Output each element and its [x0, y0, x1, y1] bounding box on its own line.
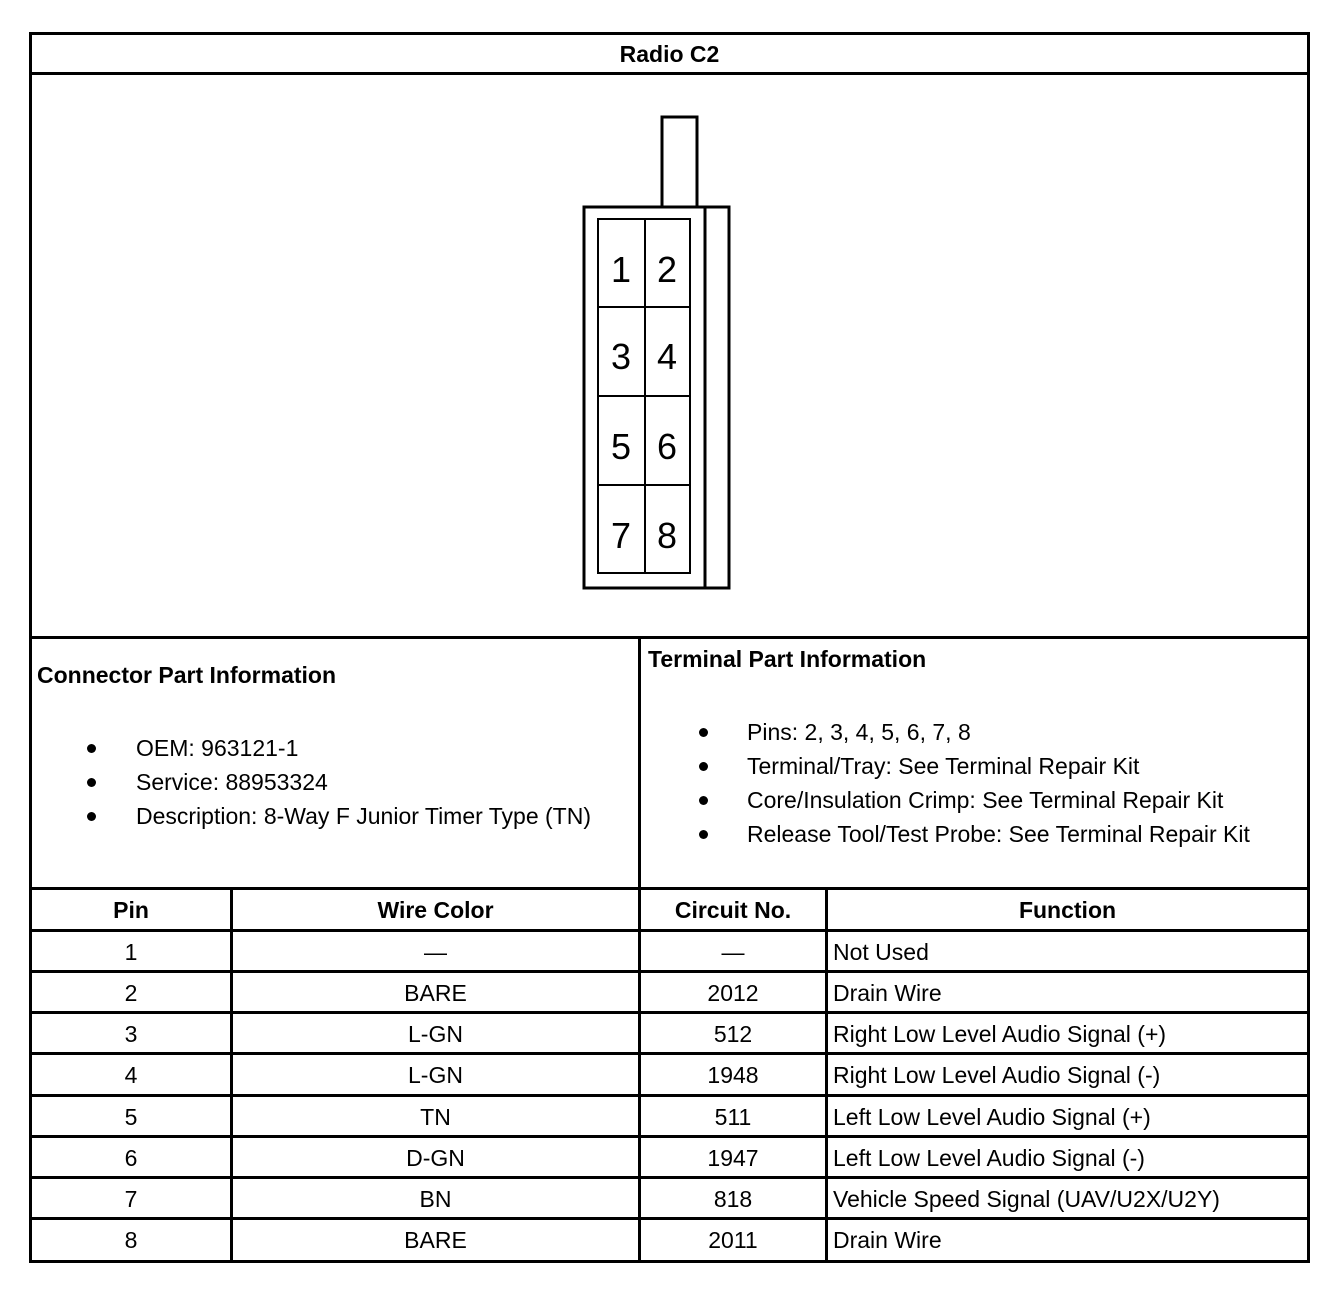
terminal-info-item: Terminal/Tray: See Terminal Repair Kit: [747, 753, 1140, 779]
list-item: [699, 817, 1250, 851]
connector-info-heading: Connector Part Information: [37, 662, 337, 688]
table-cell-circuit-no: 1947: [707, 1145, 759, 1171]
connector-info-item: OEM: 963121-1: [136, 735, 299, 761]
table-cell-circuit-no: 818: [713, 1186, 753, 1212]
bullet-icon: [699, 728, 708, 737]
terminal-info-heading: Terminal Part Information: [648, 646, 927, 672]
table-cell-wire-color: D-GN: [406, 1145, 465, 1171]
table-cell-wire-color: BARE: [404, 980, 467, 1006]
list-item: [699, 783, 1250, 817]
list-item: [87, 799, 591, 833]
list-item: [699, 749, 1250, 783]
list-item: [87, 765, 591, 799]
pin-label-5: 5: [610, 426, 632, 467]
table-cell-function: Left Low Level Audio Signal (-): [833, 1145, 1145, 1171]
table-cell-circuit-no: 512: [713, 1021, 753, 1047]
connector-latch: [662, 117, 697, 207]
pin-label-6: 6: [656, 426, 678, 467]
table-cell-pin: 6: [124, 1145, 138, 1171]
connector-info-item: Service: 88953324: [136, 769, 328, 795]
terminal-info-item: Core/Insulation Crimp: See Terminal Repair Kit: [747, 787, 1224, 813]
list-item: [87, 731, 591, 765]
table-col-divider-3: [825, 887, 828, 1263]
table-header-function: Function: [1018, 897, 1117, 923]
pin-label-7: 7: [610, 515, 632, 556]
list-item: [699, 715, 1250, 749]
table-cell-function: Left Low Level Audio Signal (+): [833, 1104, 1151, 1130]
bullet-icon: [699, 830, 708, 839]
bullet-icon: [87, 778, 96, 787]
table-cell-pin: 1: [124, 939, 138, 965]
table-cell-circuit-no: —: [721, 939, 745, 965]
connector-info-list: [87, 731, 591, 833]
table-cell-function: Right Low Level Audio Signal (+): [833, 1021, 1167, 1047]
table-cell-wire-color: —: [424, 939, 447, 965]
connector-info-item: Description: 8-Way F Junior Timer Type (TN): [136, 803, 591, 829]
table-cell-function: Drain Wire: [833, 1227, 942, 1253]
pin-label-3: 3: [610, 336, 632, 377]
bullet-icon: [699, 796, 708, 805]
table-cell-wire-color: BN: [419, 1186, 452, 1212]
table-cell-circuit-no: 2012: [707, 980, 759, 1006]
table-cell-function: Drain Wire: [833, 980, 942, 1006]
table-cell-function: Not Used: [833, 939, 929, 965]
table-cell-pin: 7: [124, 1186, 138, 1212]
pin-label-2: 2: [656, 249, 678, 290]
table-cell-wire-color: L-GN: [408, 1062, 463, 1088]
table-cell-pin: 5: [124, 1104, 138, 1130]
pin-label-4: 4: [656, 336, 678, 377]
table-header-circuit-no: Circuit No.: [674, 897, 792, 923]
table-cell-pin: 3: [124, 1021, 138, 1047]
table-header-pin: Pin: [113, 897, 149, 923]
table-cell-pin: 4: [124, 1062, 138, 1088]
table-cell-circuit-no: 2011: [708, 1227, 758, 1253]
bullet-icon: [87, 744, 96, 753]
terminal-info-item: Release Tool/Test Probe: See Terminal Repair Kit: [747, 821, 1250, 847]
terminal-info-item: Pins: 2, 3, 4, 5, 6, 7, 8: [747, 719, 971, 745]
table-cell-function: Right Low Level Audio Signal (-): [833, 1062, 1161, 1088]
table-cell-pin: 8: [124, 1227, 138, 1253]
bullet-icon: [699, 762, 708, 771]
table-cell-circuit-no: 1948: [707, 1062, 759, 1088]
bullet-icon: [87, 812, 96, 821]
table-cell-pin: 2: [124, 980, 138, 1006]
pin-label-8: 8: [656, 515, 678, 556]
table-cell-circuit-no: 511: [714, 1104, 752, 1130]
connector-face-diagram: [0, 0, 1344, 640]
table-cell-function: Vehicle Speed Signal (UAV/U2X/U2Y): [833, 1186, 1220, 1212]
page-title: Radio C2: [619, 41, 720, 67]
table-cell-wire-color: L-GN: [408, 1021, 463, 1047]
table-cell-wire-color: TN: [420, 1104, 451, 1130]
pin-label-1: 1: [610, 249, 632, 290]
table-cell-wire-color: BARE: [404, 1227, 467, 1253]
table-header-wire-color: Wire Color: [377, 897, 494, 923]
terminal-info-list: [699, 715, 1250, 851]
